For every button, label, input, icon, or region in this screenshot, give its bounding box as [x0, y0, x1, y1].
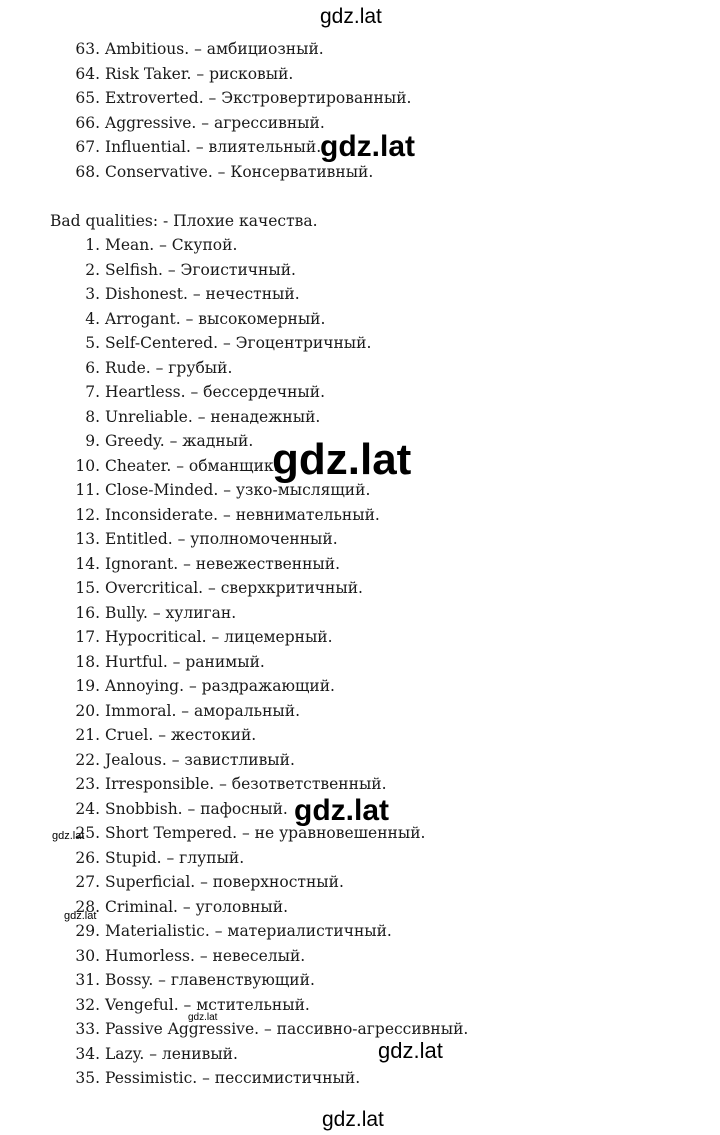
- item-number: 4.: [85, 309, 100, 328]
- item-number: 30.: [75, 946, 100, 965]
- item-number: 63.: [75, 40, 100, 58]
- list-item: [0, 944, 720, 969]
- item-number: 1.: [85, 236, 100, 254]
- item-number: 33.: [75, 1020, 100, 1038]
- item-text: Entitled. – уполномоченный.: [105, 530, 338, 548]
- item-text: Stupid. – глупый.: [105, 848, 245, 867]
- watermark-large-1: gdz.lat: [320, 130, 415, 163]
- list-item: [0, 650, 720, 675]
- list-item: [0, 723, 720, 748]
- list-item: [0, 258, 720, 283]
- list-item: [0, 233, 720, 258]
- item-text: Risk Taker. – рисковый.: [105, 64, 294, 83]
- item-number: 12.: [75, 505, 100, 524]
- item-text: Dishonest. – нечестный.: [105, 285, 300, 303]
- list-item: [0, 625, 720, 650]
- watermark-top: gdz.lat: [320, 5, 382, 28]
- item-number: 32.: [75, 995, 100, 1014]
- list-item: [0, 1066, 720, 1091]
- item-text: Overcritical. – сверхкритичный.: [105, 579, 363, 597]
- list-item: [0, 601, 720, 626]
- list-item: [0, 993, 720, 1018]
- item-text: Unreliable. – ненадежный.: [105, 407, 321, 426]
- item-text: Selfish. – Эгоистичный.: [105, 260, 296, 279]
- item-number: 21.: [75, 726, 100, 744]
- item-number: 13.: [75, 530, 100, 548]
- item-text: Jealous. – завистливый.: [105, 750, 295, 769]
- item-number: 20.: [75, 701, 100, 720]
- item-number: 22.: [75, 750, 100, 769]
- item-text: Bully. – хулиган.: [105, 603, 237, 622]
- item-text: Humorless. – невеселый.: [105, 946, 306, 965]
- list-item: [0, 772, 720, 797]
- item-text: Lazy. – ленивый.: [105, 1044, 238, 1063]
- bad-qualities-list: [0, 233, 720, 1091]
- item-number: 24.: [75, 799, 100, 818]
- item-text: Short Tempered. – не уравновешенный.: [105, 824, 426, 842]
- item-number: 67.: [75, 138, 100, 156]
- item-text: Greedy. – жадный.: [105, 432, 254, 450]
- item-text: Rude. – грубый.: [105, 358, 233, 377]
- list-item: [0, 282, 720, 307]
- item-number: 9.: [85, 432, 100, 450]
- item-text: Hurtful. – ранимый.: [105, 652, 265, 671]
- watermark-bottom: gdz.lat: [322, 1108, 384, 1131]
- item-text: Vengeful. – мстительный.: [105, 995, 310, 1014]
- item-text: Aggressive. – агрессивный.: [105, 113, 325, 132]
- list-item: [0, 1017, 720, 1042]
- item-text: Inconsiderate. – невнимательный.: [105, 505, 380, 524]
- watermark-tiny-1: gdz.lat: [52, 830, 85, 842]
- item-number: 34.: [75, 1044, 100, 1063]
- item-text: Mean. – Скупой.: [105, 236, 238, 254]
- item-text: Conservative. – Консервативный.: [105, 162, 374, 181]
- item-text: Extroverted. – Экстровертированный.: [105, 89, 412, 107]
- item-number: 64.: [75, 64, 100, 83]
- item-text: Passive Aggressive. – пассивно-агрессивный.: [105, 1020, 469, 1038]
- list-item: [0, 870, 720, 895]
- item-text: Arrogant. – высокомерный.: [105, 309, 326, 328]
- item-number: 66.: [75, 113, 100, 132]
- list-item: [0, 552, 720, 577]
- watermark-large-2: gdz.lat: [272, 435, 412, 484]
- list-item: [0, 62, 720, 87]
- list-item: [0, 895, 720, 920]
- item-number: 2.: [85, 260, 100, 279]
- item-number: 17.: [75, 628, 100, 646]
- list-item: [0, 699, 720, 724]
- watermark-tiny-2: gdz.lat: [64, 910, 97, 922]
- item-number: 18.: [75, 652, 100, 671]
- item-text: Pessimistic. – пессимистичный.: [105, 1069, 361, 1087]
- watermark-lower: gdz.lat: [378, 1038, 443, 1063]
- list-item: [0, 527, 720, 552]
- item-text: Superficial. – поверхностный.: [105, 873, 344, 891]
- item-number: 15.: [75, 579, 100, 597]
- item-number: 31.: [75, 971, 100, 989]
- item-number: 23.: [75, 775, 100, 793]
- list-item: [0, 846, 720, 871]
- item-text: Self-Centered. – Эгоцентричный.: [105, 334, 372, 352]
- item-number: 68.: [75, 162, 100, 181]
- item-number: 29.: [75, 922, 100, 940]
- item-number: 35.: [75, 1069, 100, 1087]
- item-text: Irresponsible. – безответственный.: [105, 775, 387, 793]
- item-number: 26.: [75, 848, 100, 867]
- item-text: Close-Minded. – узко-мыслящий.: [105, 481, 371, 499]
- item-number: 16.: [75, 603, 100, 622]
- list-item: [0, 748, 720, 773]
- list-item: [0, 503, 720, 528]
- item-number: 5.: [85, 334, 100, 352]
- item-text: Influential. – влиятельный.: [105, 138, 322, 156]
- item-text: Ambitious. – амбициозный.: [105, 40, 324, 58]
- watermark-medium: gdz.lat: [294, 794, 389, 827]
- item-text: Criminal. – уголовный.: [105, 897, 288, 916]
- item-number: 3.: [85, 285, 100, 303]
- list-item: [0, 576, 720, 601]
- item-text: Cruel. – жестокий.: [105, 726, 257, 744]
- item-number: 28.: [75, 897, 100, 916]
- item-number: 7.: [85, 383, 100, 401]
- item-text: Snobbish. – пафосный.: [105, 799, 288, 818]
- item-number: 10.: [75, 456, 100, 475]
- list-item: [0, 405, 720, 430]
- list-item: [0, 380, 720, 405]
- list-item: [0, 307, 720, 332]
- item-text: Materialistic. – материалистичный.: [105, 922, 392, 940]
- item-text: Cheater. – обманщик.: [105, 456, 279, 475]
- list-item: [0, 919, 720, 944]
- list-item: [0, 356, 720, 381]
- item-number: 8.: [85, 407, 100, 426]
- bad-qualities-heading: Bad qualities: - Плохие качества.: [50, 212, 318, 230]
- item-text: Bossy. – главенствующий.: [105, 971, 315, 989]
- item-number: 14.: [75, 554, 100, 573]
- item-number: 11.: [75, 481, 100, 499]
- item-number: 19.: [75, 677, 100, 695]
- item-text: Annoying. – раздражающий.: [105, 677, 335, 695]
- watermark-tiny-3: gdz.lat: [188, 1012, 218, 1023]
- item-text: Ignorant. – невежественный.: [105, 554, 340, 573]
- item-text: Heartless. – бессердечный.: [105, 383, 325, 401]
- list-item: [0, 331, 720, 356]
- list-item: [0, 86, 720, 111]
- item-text: Hypocritical. – лицемерный.: [105, 628, 333, 646]
- item-number: 6.: [85, 358, 100, 377]
- item-number: 65.: [75, 89, 100, 107]
- list-item: [0, 37, 720, 62]
- list-item: [0, 674, 720, 699]
- item-text: Immoral. – аморальный.: [105, 701, 300, 720]
- list-item: [0, 1042, 720, 1067]
- list-item: [0, 968, 720, 993]
- item-number: 27.: [75, 873, 100, 891]
- item-number: 25.: [75, 824, 100, 842]
